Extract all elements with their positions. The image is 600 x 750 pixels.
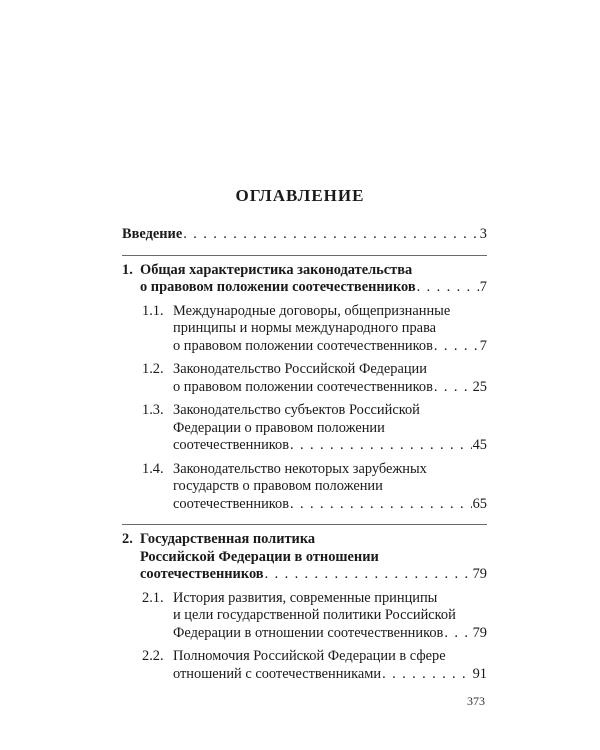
toc-entry-section-2-2[interactable]: [122, 648, 487, 683]
toc-title-line: отношений с соотечественниками: [173, 665, 382, 682]
toc-title-line: Общая характеристика законодательства: [140, 261, 413, 278]
toc-page-number: 7: [479, 279, 487, 295]
toc-title-line: соотечественников: [140, 566, 264, 582]
dot-leader: [434, 379, 472, 397]
toc-title-line: о правовом положении соотечественников: [173, 378, 433, 395]
toc-entry-section-1-1[interactable]: [122, 303, 487, 356]
toc-title-line: Российской Федерации в отношении: [140, 548, 379, 565]
toc-title-line: соотечественников: [173, 437, 290, 453]
toc-block-intro: [122, 226, 487, 256]
toc-entry-title: Введение: [122, 226, 183, 242]
toc-title-line: и цели государственной политики Российской: [173, 607, 456, 623]
dot-leader: [265, 566, 472, 584]
toc-entry-section-1-2[interactable]: [122, 361, 487, 396]
toc-title-line: соотечественников: [173, 495, 290, 512]
dot-leader: [290, 496, 472, 514]
toc-title-line: государств о правовом положении: [173, 478, 383, 494]
dot-leader: [382, 666, 472, 684]
toc-section-number: 1.2.: [142, 361, 164, 377]
toc-entry-section-2-1[interactable]: [122, 590, 487, 643]
toc-chapter-number: 2.: [122, 531, 133, 547]
toc-page-number: 91: [472, 665, 487, 682]
page-heading: ОГЛАВЛЕНИЕ: [235, 186, 365, 205]
page-number: 373: [467, 694, 485, 708]
toc-chapter-number: 1.: [122, 261, 133, 278]
toc-title-line: о правовом положении соотечественников: [140, 279, 416, 295]
dot-leader: [290, 437, 472, 455]
toc-block-chapter-2: [122, 531, 487, 694]
toc-block-chapter-1: [122, 262, 487, 526]
toc-title-line: Законодательство некоторых зарубежных: [173, 460, 427, 477]
dot-leader: [444, 625, 471, 643]
toc-title-line: Полномочия Российской Федерации в сфере: [173, 648, 446, 664]
toc-title-line: Международные договоры, общепризнанные: [173, 302, 451, 319]
dot-leader: [434, 338, 479, 356]
toc-page-number: 3: [479, 226, 487, 242]
toc-entry-section-1-4[interactable]: [122, 461, 487, 514]
toc-title-line: Государственная политика: [140, 531, 316, 547]
toc-page-number: 45: [472, 437, 487, 453]
toc-title-line: Федерации о правовом положении: [173, 419, 385, 436]
toc-entry-section-1-3[interactable]: [122, 402, 487, 455]
toc-page-number: 25: [472, 378, 487, 395]
toc-title-line: принципы и нормы международного права: [173, 320, 437, 336]
toc-entry-intro[interactable]: [122, 226, 487, 244]
toc-title-line: о правовом положении соотечественников: [173, 337, 433, 354]
toc-entry-chapter-2[interactable]: [122, 531, 487, 584]
toc-page-number: 65: [472, 495, 487, 512]
table-of-contents: [122, 226, 487, 700]
toc-title-line: История развития, современные принципы: [173, 589, 438, 606]
toc-section-number: 1.3.: [142, 402, 164, 418]
toc-title-line: Законодательство субъектов Российской: [173, 402, 420, 418]
dot-leader: [183, 226, 479, 244]
toc-title-line: Законодательство Российской Федерации: [173, 361, 427, 377]
dot-leader: [417, 279, 479, 297]
toc-section-number: 1.4.: [142, 460, 164, 477]
toc-entry-chapter-1[interactable]: [122, 262, 487, 297]
toc-page-number: 79: [472, 624, 487, 641]
toc-section-number: 1.1.: [142, 302, 164, 319]
toc-title-line: Федерации в отношении соотечественников: [173, 624, 444, 641]
toc-section-number: 2.1.: [142, 589, 164, 606]
toc-page-number: 79: [472, 566, 487, 582]
toc-page-number: 7: [479, 337, 487, 354]
toc-section-number: 2.2.: [142, 648, 164, 664]
